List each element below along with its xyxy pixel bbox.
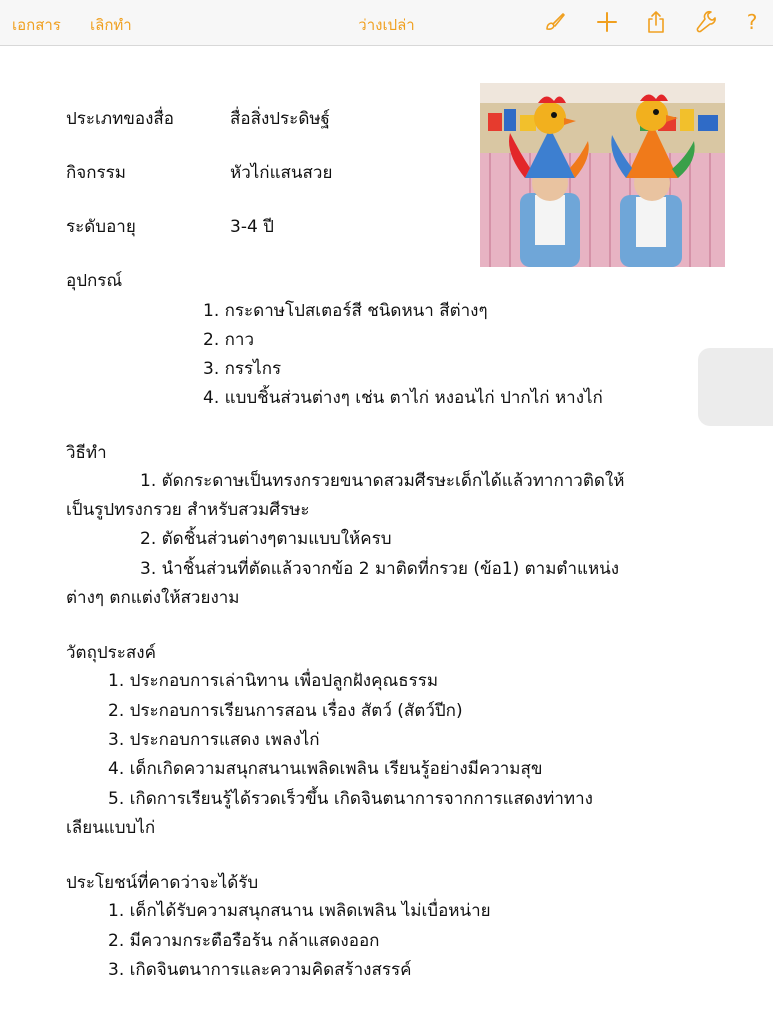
- objectives-item: 1. ประกอบการเล่านิทาน เพื่อปลูกฝังคุณธรรม: [108, 671, 439, 691]
- activity-value: หัวไก่แสนสวย: [230, 163, 333, 183]
- method-line: 3. นำชิ้นส่วนที่ตัดแล้วจากข้อ 2 มาติดที่กรวย (ข้อ1) ตามตำแหน่ง: [140, 559, 620, 579]
- app-toolbar: [0, 0, 773, 46]
- plus-icon[interactable]: [593, 8, 621, 36]
- materials-item: 3. กรรไกร: [203, 359, 282, 379]
- benefits-item: 1. เด็กได้รับความสนุกสนาน เพลิดเพลิน ไม่เบื่อหน่าย: [108, 901, 491, 921]
- materials-item: 4. แบบชิ้นส่วนต่างๆ เช่น ตาไก่ หงอนไก่ ปากไก่ หางไก่: [203, 388, 603, 408]
- age-value: 3-4 ปี: [230, 217, 274, 237]
- side-panel-handle[interactable]: [698, 348, 773, 426]
- method-heading: วิธีทำ: [66, 443, 107, 463]
- benefits-item: 3. เกิดจินตนาการและความคิดสร้างสรรค์: [108, 960, 412, 980]
- undo-button[interactable]: เลิกทำ: [90, 16, 132, 34]
- materials-item: 1. กระดาษโปสเตอร์สี ชนิดหนา สีต่างๆ: [203, 301, 488, 321]
- method-line: 2. ตัดชิ้นส่วนต่างๆตามแบบให้ครบ: [140, 529, 392, 549]
- materials-item: 2. กาว: [203, 330, 255, 350]
- method-line: 1. ตัดกระดาษเป็นทรงกรวยขนาดสวมศีรษะเด็กได้แล้วทากาวติดให้: [140, 471, 625, 491]
- method-line: ต่างๆ ตกแต่งให้สวยงาม: [66, 588, 240, 608]
- method-line: เป็นรูปทรงกรวย สำหรับสวมศีรษะ: [66, 500, 310, 520]
- type-label: ประเภทของสื่อ: [66, 109, 174, 129]
- brush-icon[interactable]: [541, 8, 569, 36]
- objectives-item: 3. ประกอบการแสดง เพลงไก่: [108, 730, 320, 750]
- rooster-hat-photo[interactable]: [480, 83, 725, 267]
- benefits-heading: ประโยชน์ที่คาดว่าจะได้รับ: [66, 873, 259, 893]
- share-icon[interactable]: [642, 8, 670, 36]
- help-icon[interactable]: ?: [746, 10, 758, 34]
- materials-heading: อุปกรณ์: [66, 271, 123, 291]
- objectives-item: 2. ประกอบการเรียนการสอน เรื่อง สัตว์ (สัตว์ปีก): [108, 701, 463, 721]
- documents-button[interactable]: เอกสาร: [12, 16, 61, 34]
- activity-label: กิจกรรม: [66, 163, 127, 183]
- wrench-icon[interactable]: [692, 8, 720, 36]
- age-label: ระดับอายุ: [66, 217, 136, 237]
- objectives-item: 5. เกิดการเรียนรู้ได้รวดเร็วขึ้น เกิดจินตนาการจากการแสดงท่าทาง: [108, 789, 593, 809]
- benefits-item: 2. มีความกระตือรือร้น กล้าแสดงออก: [108, 931, 380, 951]
- type-value: สื่อสิ่งประดิษฐ์: [230, 109, 330, 129]
- objectives-item: 4. เด็กเกิดความสนุกสนานเพลิดเพลิน เรียนรู้อย่างมีความสุข: [108, 759, 543, 779]
- rooster-hat-illustration: [480, 83, 725, 267]
- objectives-item: เลียนแบบไก่: [66, 818, 156, 838]
- document-title: ว่างเปล่า: [358, 16, 415, 34]
- objectives-heading: วัตถุประสงค์: [66, 643, 156, 663]
